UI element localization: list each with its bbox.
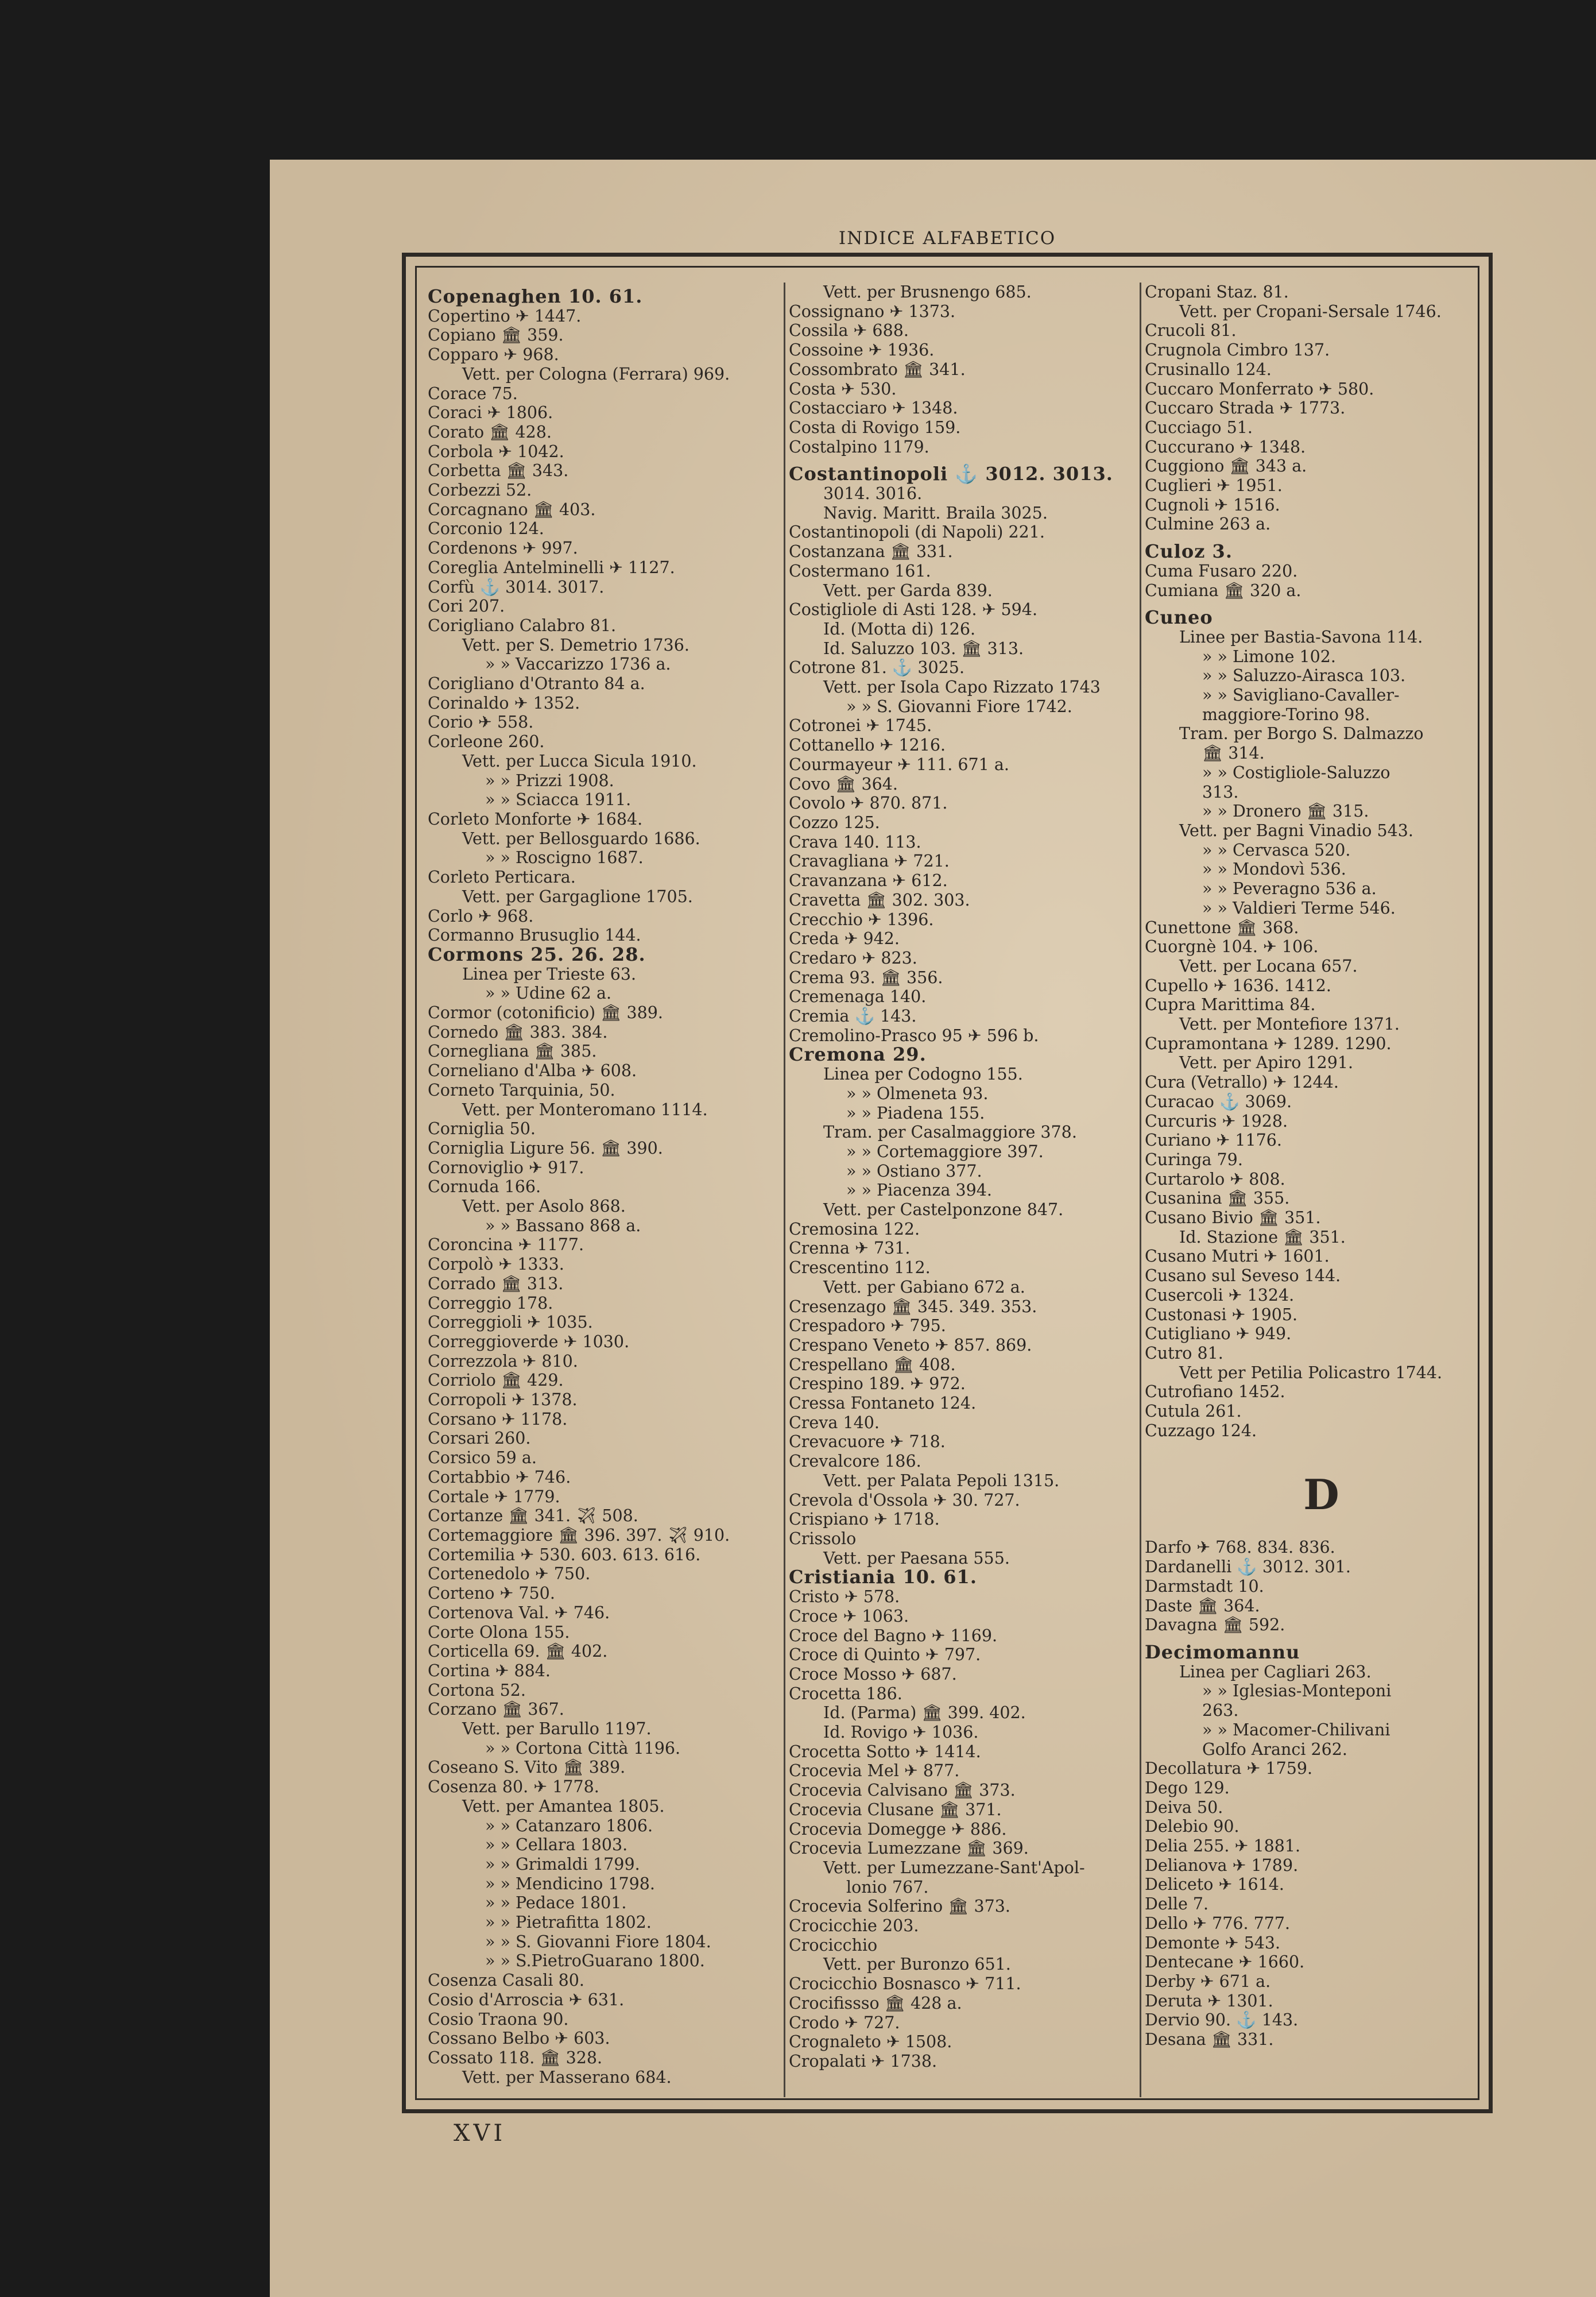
index-entry: Vett. per Locana 657.: [1179, 956, 1358, 976]
index-entry: Dentecane ✈ 1660.: [1145, 1952, 1305, 1972]
index-entry: Vett. per Garda 839.: [823, 581, 993, 600]
index-entry: Cortenedolo ✈ 750.: [428, 1564, 591, 1584]
index-entry: » » Costigliole-Saluzzo: [1202, 763, 1390, 782]
index-entry: Cottanello ✈ 1216.: [789, 736, 946, 755]
index-entry: lonio 767.: [846, 1877, 929, 1897]
index-entry: Crava 140. 113.: [789, 832, 921, 852]
index-entry: Crognaleto ✈ 1508.: [789, 2032, 952, 2052]
index-entry: Vett. per Bagni Vinadio 543.: [1179, 821, 1413, 840]
index-entry: Cutigliano ✈ 949.: [1145, 1324, 1292, 1344]
index-entry: Curinga 79.: [1145, 1150, 1243, 1169]
index-entry: Deliceto ✈ 1614.: [1145, 1875, 1284, 1894]
index-entry: Cossato 118. 🏛 328.: [428, 2048, 603, 2067]
index-entry: Vett. per Cropani-Sersale 1746.: [1179, 301, 1442, 321]
index-entry: Crocetta 186.: [789, 1684, 902, 1703]
index-heading: Culoz 3.: [1145, 540, 1233, 563]
index-entry: Cozzo 125.: [789, 813, 880, 832]
index-entry: Crocicchio: [789, 1935, 878, 1955]
index-entry: Crocicchio Bosnasco ✈ 711.: [789, 1974, 1021, 1994]
index-entry: Linee per Bastia-Savona 114.: [1179, 627, 1423, 647]
index-heading: Copenaghen 10. 61.: [428, 287, 643, 307]
index-entry: Crocevia Clusane 🏛 371.: [789, 1800, 1002, 1819]
index-entry: Cosio Traona 90.: [428, 2009, 569, 2029]
index-entry: Corbezzi 52.: [428, 481, 532, 500]
index-entry: Corropoli ✈ 1378.: [428, 1390, 578, 1410]
index-entry: 🏛 314.: [1202, 744, 1265, 763]
index-entry: Crocevia Mel ✈ 877.: [789, 1761, 960, 1781]
index-entry: Cotronei ✈ 1745.: [789, 716, 932, 736]
index-entry: » » Sciacca 1911.: [485, 790, 632, 810]
index-entry: Corniglia Ligure 56. 🏛 390.: [428, 1138, 663, 1158]
index-entry: » » Udine 62 a.: [485, 984, 612, 1003]
index-entry: Cravanzana ✈ 612.: [789, 871, 948, 891]
index-entry: Decollatura ✈ 1759.: [1145, 1759, 1313, 1778]
index-entry: Delia 255. ✈ 1881.: [1145, 1836, 1301, 1856]
index-entry: Cressa Fontaneto 124.: [789, 1394, 977, 1413]
index-entry: Id. Stazione 🏛 351.: [1179, 1227, 1346, 1247]
index-entry: Dello ✈ 776. 777.: [1145, 1913, 1291, 1933]
index-entry: 313.: [1202, 782, 1239, 802]
index-heading: Costantinopoli ⚓ 3012. 3013.: [789, 463, 1113, 485]
index-entry: » » Olmeneta 93.: [846, 1084, 989, 1103]
index-entry: Id. Saluzzo 103. 🏛 313.: [823, 639, 1024, 658]
index-heading: Cristiania 10. 61.: [789, 1566, 977, 1588]
index-entry: » » Prizzi 1908.: [485, 771, 614, 790]
section-letter: D: [1303, 1470, 1339, 1519]
index-entry: Crevacuore ✈ 718.: [789, 1432, 946, 1452]
index-entry: Costigliole di Asti 128. ✈ 594.: [789, 600, 1037, 620]
index-entry: Corigliano d'Otranto 84 a.: [428, 674, 645, 694]
page-number: XVI: [454, 2120, 506, 2147]
index-entry: Vett. per Lucca Sicula 1910.: [462, 751, 697, 771]
index-entry: Costalpino 1179.: [789, 437, 929, 457]
index-entry: Cusano Bivio 🏛 351.: [1145, 1208, 1321, 1228]
index-entry: » » S. Giovanni Fiore 1804.: [485, 1932, 711, 1951]
index-entry: Corrado 🏛 313.: [428, 1274, 564, 1293]
index-entry: Cremia ⚓ 143.: [789, 1007, 917, 1026]
index-entry: Coreglia Antelminelli ✈ 1127.: [428, 558, 675, 577]
index-entry: Cuma Fusaro 220.: [1145, 561, 1298, 581]
index-entry: Tram. per Borgo S. Dalmazzo: [1179, 724, 1424, 744]
index-entry: Coraci ✈ 1806.: [428, 403, 553, 423]
index-entry: Crusinallo 124.: [1145, 359, 1272, 379]
index-column-2: [784, 283, 1142, 2097]
index-entry: Cortale ✈ 1779.: [428, 1487, 560, 1506]
index-entry: Crespino 189. ✈ 972.: [789, 1374, 966, 1394]
index-entry: Crocifissso 🏛 428 a.: [789, 1993, 962, 2013]
index-heading: Cuneo: [1145, 606, 1213, 629]
index-entry: Creda ✈ 942.: [789, 929, 900, 949]
index-entry: Deiva 50.: [1145, 1797, 1223, 1817]
index-entry: » » Saluzzo-Airasca 103.: [1202, 666, 1406, 686]
index-entry: Cuccaro Monferrato ✈ 580.: [1145, 379, 1374, 399]
index-entry: Curiano ✈ 1176.: [1145, 1131, 1282, 1150]
index-entry: Derby ✈ 671 a.: [1145, 1971, 1271, 1991]
index-entry: Cucciago 51.: [1145, 417, 1253, 437]
index-entry: Cusano sul Seveso 144.: [1145, 1266, 1341, 1286]
index-entry: » » Vaccarizzo 1736 a.: [485, 655, 671, 674]
index-heading: Decimomannu: [1145, 1641, 1300, 1663]
index-entry: Davagna 🏛 592.: [1145, 1615, 1285, 1635]
index-entry: Cremenaga 140.: [789, 987, 927, 1007]
index-entry: Corsari 260.: [428, 1429, 531, 1448]
index-entry: maggiore-Torino 98.: [1202, 705, 1370, 724]
index-entry: Cossano Belbo ✈ 603.: [428, 2029, 610, 2048]
index-entry: Cuglieri ✈ 1951.: [1145, 476, 1283, 496]
index-entry: Correggio 178.: [428, 1293, 553, 1313]
index-entry: Crugnola Cimbro 137.: [1145, 341, 1330, 360]
index-entry: Corpolò ✈ 1333.: [428, 1255, 564, 1274]
index-column-1: [428, 287, 781, 2102]
index-entry: Vett. per Gargaglione 1705.: [462, 887, 693, 906]
index-entry: » » Iglesias-Monteponi: [1202, 1681, 1392, 1701]
index-entry: Cuorgnè 104. ✈ 106.: [1145, 937, 1319, 957]
index-entry: Corteno ✈ 750.: [428, 1584, 555, 1603]
index-entry: Cristo ✈ 578.: [789, 1587, 900, 1607]
index-entry: Cutula 261.: [1145, 1402, 1242, 1421]
index-entry: Corinaldo ✈ 1352.: [428, 693, 580, 713]
index-entry: Dervio 90. ⚓ 143.: [1145, 2010, 1299, 2030]
index-entry: Coseano S. Vito 🏛 389.: [428, 1758, 626, 1777]
index-entry: Delebio 90.: [1145, 1817, 1239, 1836]
index-entry: Cutro 81.: [1145, 1343, 1223, 1363]
index-entry: Corsico 59 a.: [428, 1448, 537, 1468]
index-entry: Cornegliana 🏛 385.: [428, 1042, 597, 1061]
index-entry: Copparo ✈ 968.: [428, 345, 559, 365]
index-entry: Vett. per Masserano 684.: [462, 2067, 672, 2087]
index-entry: Cotrone 81. ⚓ 3025.: [789, 658, 964, 678]
index-entry: Cupello ✈ 1636. 1412.: [1145, 976, 1331, 995]
index-entry: Corleto Perticara.: [428, 868, 576, 887]
index-entry: » » Bassano 868 a.: [485, 1216, 641, 1235]
index-entry: Credaro ✈ 823.: [789, 948, 917, 968]
index-entry: Corleto Monforte ✈ 1684.: [428, 809, 643, 829]
index-entry: Linea per Trieste 63.: [462, 964, 637, 984]
index-entry: Cornuda 166.: [428, 1177, 541, 1197]
index-entry: Deruta ✈ 1301.: [1145, 1991, 1273, 2010]
index-entry: Cossignano ✈ 1373.: [789, 301, 956, 321]
index-entry: Delianova ✈ 1789.: [1145, 1855, 1299, 1875]
index-entry: Darfo ✈ 768. 834. 836.: [1145, 1538, 1335, 1557]
index-entry: Corigliano Calabro 81.: [428, 616, 617, 635]
index-column-3: [1140, 283, 1498, 2097]
index-entry: Cremolino-Prasco 95 ✈ 596 b.: [789, 1026, 1039, 1045]
index-entry: Cortemaggiore 🏛 396. 397. ✈ 910.: [428, 1526, 730, 1545]
index-entry: Cortona 52.: [428, 1680, 526, 1700]
index-entry: Corato 🏛 428.: [428, 422, 552, 442]
index-entry: Costa di Rovigo 159.: [789, 417, 961, 437]
index-entry: Delle 7.: [1145, 1894, 1209, 1914]
index-entry: Cortina ✈ 884.: [428, 1661, 551, 1680]
index-entry: Creva 140.: [789, 1413, 880, 1432]
index-entry: Corriolo 🏛 429.: [428, 1371, 564, 1390]
index-entry: Cutrofiano 1452.: [1145, 1382, 1285, 1402]
index-entry: Cuzzago 124.: [1145, 1421, 1257, 1440]
index-entry: » » Peveragno 536 a.: [1202, 879, 1377, 899]
index-entry: Cusano Mutri ✈ 1601.: [1145, 1247, 1330, 1266]
index-entry: Crema 93. 🏛 356.: [789, 968, 943, 987]
index-entry: Crocetta Sotto ✈ 1414.: [789, 1742, 981, 1761]
index-entry: Correggioverde ✈ 1030.: [428, 1332, 630, 1351]
index-entry: Covo 🏛 364.: [789, 774, 898, 794]
index-entry: Croce Mosso ✈ 687.: [789, 1664, 957, 1684]
index-entry: Linea per Cagliari 263.: [1179, 1662, 1372, 1681]
index-heading: Cormons 25. 26. 28.: [428, 943, 646, 965]
index-entry: Cuggiono 🏛 343 a.: [1145, 457, 1307, 476]
index-entry: Vett. per S. Demetrio 1736.: [462, 635, 689, 655]
index-entry: Corcagnano 🏛 403.: [428, 500, 596, 519]
index-entry: Courmayeur ✈ 111. 671 a.: [789, 755, 1009, 774]
index-entry: » » Pietrafitta 1802.: [485, 1913, 652, 1932]
index-entry: Croce del Bagno ✈ 1169.: [789, 1626, 998, 1645]
index-entry: Vett. per Cologna (Ferrara) 969.: [462, 364, 730, 384]
index-entry: » » Cortemaggiore 397.: [846, 1142, 1044, 1161]
index-entry: Copertino ✈ 1447.: [428, 306, 582, 326]
index-entry: Corticella 69. 🏛 402.: [428, 1642, 608, 1661]
index-entry: Vett. per Amantea 1805.: [462, 1796, 665, 1816]
index-entry: Crescentino 112.: [789, 1258, 931, 1278]
index-entry: Croce di Quinto ✈ 797.: [789, 1645, 981, 1665]
index-entry: Corlo ✈ 968.: [428, 906, 534, 926]
index-entry: Vett. per Castelponzone 847.: [823, 1200, 1064, 1220]
index-entry: Vett. per Lumezzane-Sant'Apol-: [823, 1858, 1085, 1877]
index-entry: Crocevia Domegge ✈ 886.: [789, 1819, 1007, 1839]
index-entry: » » Cellara 1803.: [485, 1835, 628, 1855]
index-entry: Corneto Tarquinia, 50.: [428, 1080, 615, 1100]
index-entry: » » S.PietroGuarano 1800.: [485, 1951, 705, 1971]
index-entry: Costantinopoli (di Napoli) 221.: [789, 523, 1045, 542]
index-entry: Cossila ✈ 688.: [789, 321, 909, 341]
index-entry: Crissolo: [789, 1529, 857, 1548]
index-entry: Navig. Maritt. Braila 3025.: [823, 503, 1048, 523]
index-entry: Cuccurano ✈ 1348.: [1145, 437, 1306, 457]
index-entry: Cortanze 🏛 341. ✈ 508.: [428, 1506, 638, 1526]
index-entry: Corace 75.: [428, 384, 518, 403]
index-entry: » » Mondovì 536.: [1202, 860, 1346, 879]
index-entry: » » Cervasca 520.: [1202, 840, 1351, 860]
index-entry: Crespadoro ✈ 795.: [789, 1316, 946, 1336]
index-entry: Vett. per Paesana 555.: [823, 1548, 1010, 1568]
index-entry: Vett. per Gabiano 672 a.: [823, 1277, 1025, 1297]
index-entry: Corsano ✈ 1178.: [428, 1409, 568, 1429]
index-entry: Vett. per Monteromano 1114.: [462, 1100, 708, 1119]
index-entry: Desana 🏛 331.: [1145, 2030, 1274, 2049]
index-entry: Croce ✈ 1063.: [789, 1606, 909, 1626]
index-entry: Corconio 124.: [428, 519, 544, 539]
index-entry: » » Cortona Città 1196.: [485, 1738, 681, 1758]
index-entry: Crecchio ✈ 1396.: [789, 910, 934, 929]
index-entry: » » Valdieri Terme 546.: [1202, 898, 1396, 918]
index-entry: Crevola d'Ossola ✈ 30. 727.: [789, 1490, 1020, 1510]
index-entry: Crespellano 🏛 408.: [789, 1355, 956, 1374]
index-entry: » » Savigliano-Cavaller-: [1202, 686, 1400, 705]
index-entry: Costa ✈ 530.: [789, 379, 897, 399]
index-entry: Id. Rovigo ✈ 1036.: [823, 1723, 979, 1742]
index-entry: Id. (Motta di) 126.: [823, 619, 976, 639]
index-entry: Crocevia Calvisano 🏛 373.: [789, 1781, 1016, 1800]
index-entry: Cusercoli ✈ 1324.: [1145, 1285, 1295, 1305]
index-entry: Vett. per Montefiore 1371.: [1179, 1015, 1400, 1034]
index-entry: Curcuris ✈ 1928.: [1145, 1111, 1288, 1131]
index-entry: Cormor (cotonificio) 🏛 389.: [428, 1003, 663, 1023]
index-entry: Cornedo 🏛 383. 384.: [428, 1022, 608, 1042]
index-entry: Corfù ⚓ 3014. 3017.: [428, 577, 605, 597]
index-entry: Dego 129.: [1145, 1778, 1230, 1797]
index-entry: » » Dronero 🏛 315.: [1202, 802, 1369, 821]
index-entry: Cremosina 122.: [789, 1219, 920, 1239]
index-entry: Correggioli ✈ 1035.: [428, 1313, 593, 1332]
index-entry: Cornoviglio ✈ 917.: [428, 1158, 584, 1177]
index-entry: Corleone 260.: [428, 732, 545, 752]
index-entry: Corzano 🏛 367.: [428, 1700, 564, 1719]
index-entry: Corio ✈ 558.: [428, 713, 534, 732]
index-entry: Corneliano d'Alba ✈ 608.: [428, 1061, 637, 1081]
index-entry: Demonte ✈ 543.: [1145, 1933, 1281, 1952]
index-entry: Costacciaro ✈ 1348.: [789, 399, 958, 418]
index-entry: » » Catanzaro 1806.: [485, 1816, 653, 1835]
index-entry: » » Macomer-Chilivani: [1202, 1720, 1390, 1739]
index-entry: Vett. per Asolo 868.: [462, 1197, 626, 1216]
index-entry: » » Limone 102.: [1202, 647, 1336, 666]
index-entry: Cormanno Brusuglio 144.: [428, 926, 641, 945]
index-entry: Cosenza 80. ✈ 1778.: [428, 1777, 599, 1797]
index-entry: Crocevia Lumezzane 🏛 369.: [789, 1839, 1029, 1858]
index-entry: Cupra Marittima 84.: [1145, 995, 1316, 1015]
index-entry: Vett. per Brusnengo 685.: [823, 283, 1032, 301]
index-entry: Crocicchie 203.: [789, 1916, 919, 1936]
index-entry: Copiano 🏛 359.: [428, 326, 564, 345]
index-entry: Linea per Codogno 155.: [823, 1065, 1023, 1084]
index-entry: Corte Olona 155.: [428, 1622, 570, 1642]
index-entry: Cugnoli ✈ 1516.: [1145, 495, 1280, 515]
index-entry: Costanzana 🏛 331.: [789, 542, 953, 562]
index-entry: Cura (Vetrallo) ✈ 1244.: [1145, 1073, 1339, 1092]
index-entry: Cortabbio ✈ 746.: [428, 1467, 571, 1487]
index-entry: Curtarolo ✈ 808.: [1145, 1169, 1285, 1189]
index-entry: » » Piacenza 394.: [846, 1181, 992, 1200]
index-entry: Crispiano ✈ 1718.: [789, 1510, 940, 1529]
index-entry: Golfo Aranci 262.: [1202, 1739, 1347, 1759]
index-entry: Cosio d'Arroscia ✈ 631.: [428, 1990, 625, 2009]
index-entry: Cropalati ✈ 1738.: [789, 2051, 938, 2071]
index-entry: Corniglia 50.: [428, 1119, 536, 1139]
index-entry: Tram. per Casalmaggiore 378.: [823, 1123, 1077, 1142]
index-entry: » » Pedace 1801.: [485, 1893, 627, 1913]
index-entry: Cupramontana ✈ 1289. 1290.: [1145, 1034, 1392, 1053]
index-entry: Vett per Petilia Policastro 1744.: [1179, 1363, 1443, 1382]
index-entry: Cortenova Val. ✈ 746.: [428, 1603, 610, 1622]
index-entry: » » Piadena 155.: [846, 1103, 985, 1123]
index-entry: Id. (Parma) 🏛 399. 402.: [823, 1703, 1026, 1723]
index-entry: 263.: [1202, 1701, 1239, 1720]
index-entry: Vett. per Bellosguardo 1686.: [462, 829, 700, 848]
index-entry: Cortemilia ✈ 530. 603. 613. 616.: [428, 1545, 701, 1564]
index-entry: Culmine 263 a.: [1145, 515, 1271, 534]
index-entry: Vett. per Barullo 1197.: [462, 1719, 652, 1739]
index-entry: Cusanina 🏛 355.: [1145, 1189, 1290, 1208]
index-entry: Coroncina ✈ 1177.: [428, 1235, 584, 1255]
index-entry: Vett. per Isola Capo Rizzato 1743: [823, 678, 1101, 697]
index-entry: Cossombrato 🏛 341.: [789, 359, 966, 379]
index-entry: » » Grimaldi 1799.: [485, 1854, 640, 1874]
index-entry: Crucoli 81.: [1145, 321, 1237, 341]
index-entry: Crodo ✈ 727.: [789, 2013, 900, 2032]
index-entry: Cumiana 🏛 320 a.: [1145, 581, 1301, 600]
index-entry: » » S. Giovanni Fiore 1742.: [846, 697, 1072, 716]
index-entry: » » Roscigno 1687.: [485, 848, 644, 868]
index-entry: Cossoine ✈ 1936.: [789, 341, 935, 360]
index-entry: Correzzola ✈ 810.: [428, 1351, 578, 1371]
index-entry: Corbola ✈ 1042.: [428, 442, 564, 461]
index-entry: Crespano Veneto ✈ 857. 869.: [789, 1335, 1032, 1355]
index-entry: Cori 207.: [428, 597, 505, 616]
index-heading: Cremona 29.: [789, 1043, 927, 1066]
index-entry: Darmstadt 10.: [1145, 1576, 1264, 1596]
index-entry: Crevalcore 186.: [789, 1452, 921, 1471]
index-entry: Dardanelli ⚓ 3012. 301.: [1145, 1557, 1351, 1577]
index-entry: Crocevia Solferino 🏛 373.: [789, 1897, 1010, 1916]
index-entry: Cravetta 🏛 302. 303.: [789, 890, 970, 910]
index-entry: Cordenons ✈ 997.: [428, 539, 578, 558]
page-header: INDICE ALFABETICO: [838, 228, 1056, 249]
index-entry: » » Ostiano 377.: [846, 1161, 982, 1181]
index-entry: Curacao ⚓ 3069.: [1145, 1092, 1292, 1111]
index-entry: Daste 🏛 364.: [1145, 1596, 1260, 1615]
index-entry: Costermano 161.: [789, 561, 931, 581]
index-entry: Corbetta 🏛 343.: [428, 461, 569, 481]
index-entry: Covolo ✈ 870. 871.: [789, 794, 948, 813]
index-entry: 3014. 3016.: [823, 484, 923, 504]
index-entry: » » Mendicino 1798.: [485, 1874, 655, 1893]
index-entry: Crenna ✈ 731.: [789, 1239, 911, 1258]
index-entry: Vett. per Palata Pepoli 1315.: [823, 1471, 1060, 1490]
index-entry: Vett. per Buronzo 651.: [823, 1955, 1011, 1974]
index-entry: Cunettone 🏛 368.: [1145, 918, 1299, 937]
index-entry: Cuccaro Strada ✈ 1773.: [1145, 399, 1346, 418]
index-entry: Cresenzago 🏛 345. 349. 353.: [789, 1297, 1037, 1316]
index-entry: Cravagliana ✈ 721.: [789, 852, 950, 871]
index-entry: Cosenza Casali 80.: [428, 1971, 584, 1990]
index-entry: Vett. per Apiro 1291.: [1179, 1053, 1354, 1073]
index-entry: Custonasi ✈ 1905.: [1145, 1305, 1298, 1324]
index-entry: Cropani Staz. 81.: [1145, 283, 1289, 301]
